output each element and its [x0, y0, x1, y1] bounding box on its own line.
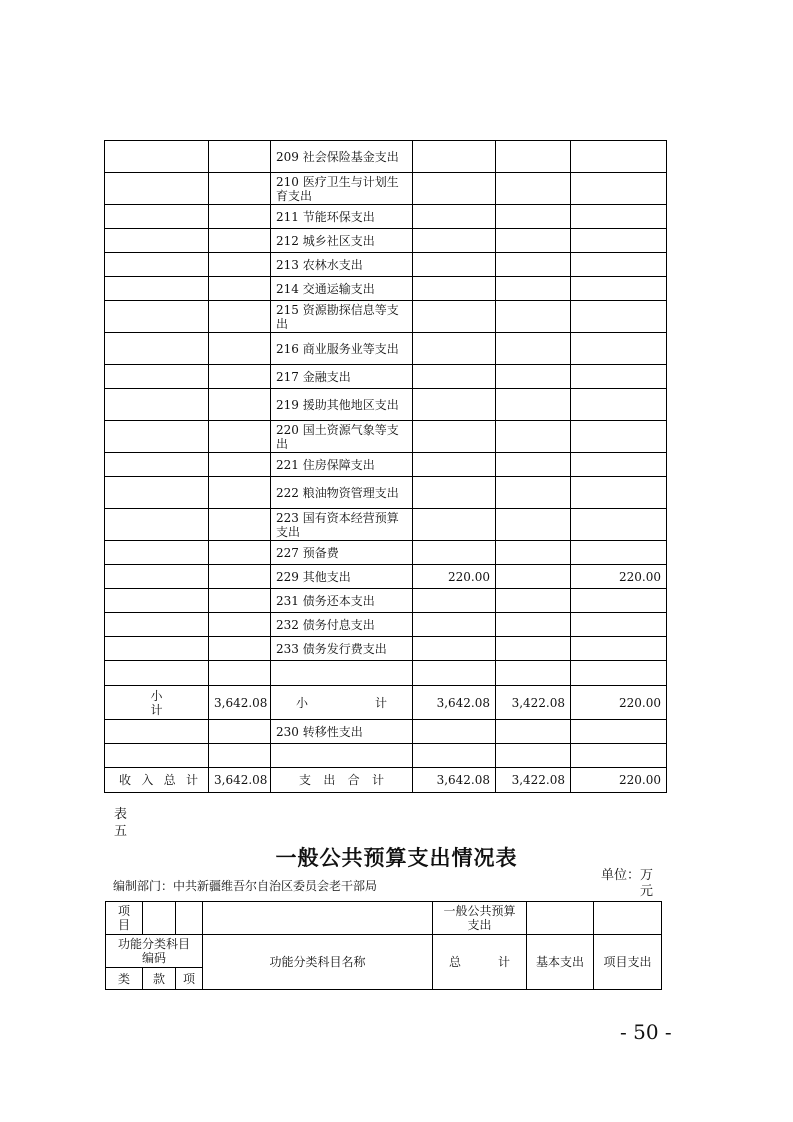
total-cell: [413, 333, 496, 365]
expenditure-item-name: 232 债务付息支出: [271, 613, 413, 637]
table-row: [105, 541, 667, 565]
total-cell: [413, 453, 496, 477]
total-cell: 220.00: [413, 565, 496, 589]
project-cell: [571, 253, 667, 277]
project-exp-header: 项目支出: [594, 935, 662, 990]
project-cell: [571, 589, 667, 613]
subtotal-label: 小 计: [105, 686, 209, 720]
page-number: - 50 -: [620, 1020, 672, 1044]
total-cell: [413, 301, 496, 333]
basic-cell: [496, 173, 571, 205]
basic-subtotal: 3,422.08: [496, 686, 571, 720]
page-title: 一般公共预算支出情况表: [275, 845, 518, 870]
expenditure-item-name: 209 社会保险基金支出: [271, 141, 413, 173]
expenditure-item-name: 217 金融支出: [271, 365, 413, 389]
project-cell: [571, 637, 667, 661]
project-cell: [571, 173, 667, 205]
project-cell: [571, 389, 667, 421]
xiang-header: 项: [176, 968, 203, 990]
total-cell: [413, 613, 496, 637]
basic-cell: [496, 421, 571, 453]
name-header: 功能分类科目名称: [203, 935, 433, 990]
expenditure-item-name: 210 医疗卫生与计划生育支出: [271, 173, 413, 205]
total-cell: [413, 229, 496, 253]
expenditure-subtotal-label: 小 计: [271, 686, 413, 720]
total-cell: [413, 277, 496, 301]
table-row: [105, 141, 667, 173]
project-cell: [571, 141, 667, 173]
table-row: [105, 229, 667, 253]
expenditure-item-name: 222 粮油物资管理支出: [271, 477, 413, 509]
project-cell: [571, 365, 667, 389]
basic-cell: [496, 565, 571, 589]
income-total: 3,642.08: [209, 768, 271, 793]
expenditure-item-name: 230 转移性支出: [271, 720, 413, 744]
total-subtotal: 3,642.08: [413, 686, 496, 720]
total-cell: [413, 141, 496, 173]
table-row: [105, 661, 667, 686]
expenditure-item-name: 215 资源勘探信息等支出: [271, 301, 413, 333]
table-row: [105, 173, 667, 205]
project-cell: [571, 205, 667, 229]
basic-cell: [496, 301, 571, 333]
basic-header: 基本支出: [527, 935, 594, 990]
expenditure-item-name: 223 国有资本经营预算支出: [271, 509, 413, 541]
table-row: [105, 565, 667, 589]
total-cell: [413, 253, 496, 277]
expenditure-item-name: 221 住房保障支出: [271, 453, 413, 477]
total-cell: [413, 509, 496, 541]
project-header: 项 目: [106, 902, 143, 935]
project-cell: [571, 453, 667, 477]
basic-cell: [496, 541, 571, 565]
expenditure-item-name: 231 债务还本支出: [271, 589, 413, 613]
expenditure-total-label: 支 出 合 计: [271, 768, 413, 793]
expenditure-item-name: 214 交通运输支出: [271, 277, 413, 301]
expenditure-item-name: 219 援助其他地区支出: [271, 389, 413, 421]
lei-header: 类: [106, 968, 143, 990]
total-cell: [413, 541, 496, 565]
project-cell: [571, 477, 667, 509]
basic-cell: [496, 589, 571, 613]
project-cell: 220.00: [571, 565, 667, 589]
table-row: [105, 637, 667, 661]
grand-total: 3,642.08: [413, 768, 496, 793]
basic-cell: [496, 453, 571, 477]
basic-cell: [496, 333, 571, 365]
project-cell: [571, 333, 667, 365]
general-budget-expenditure-table: [105, 901, 662, 990]
basic-cell: [496, 477, 571, 509]
expenditure-item-name: 211 节能环保支出: [271, 205, 413, 229]
table-row: [105, 744, 667, 768]
basic-cell: [496, 253, 571, 277]
project-cell: [571, 541, 667, 565]
department-label: 编制部门：中共新疆维吾尔自治区委员会老干部局: [113, 879, 378, 893]
total-cell: [413, 637, 496, 661]
basic-cell: [496, 365, 571, 389]
unit-label: 单位：万 元: [601, 868, 654, 899]
code-header: 功能分类科目编码: [106, 935, 203, 968]
table-row: [105, 453, 667, 477]
table-row: [105, 333, 667, 365]
project-subtotal: 220.00: [571, 686, 667, 720]
expenditure-item-name: 213 农林水支出: [271, 253, 413, 277]
total-cell: [413, 365, 496, 389]
total-cell: [413, 477, 496, 509]
expenditure-item-name: 229 其他支出: [271, 565, 413, 589]
table-row: [105, 720, 667, 744]
income-total-label: 收 入 总 计: [105, 768, 209, 793]
basic-cell: [496, 613, 571, 637]
project-cell: [571, 301, 667, 333]
basic-cell: [496, 205, 571, 229]
table-row: [105, 477, 667, 509]
kuan-header: 款: [143, 968, 176, 990]
income-expenditure-table: [104, 140, 667, 793]
table-row: [105, 509, 667, 541]
table-number: 表 五: [114, 807, 128, 839]
basic-cell: [496, 229, 571, 253]
subtotal-row: [105, 686, 667, 720]
basic-cell: [496, 389, 571, 421]
expenditure-item-name: 220 国土资源气象等支出: [271, 421, 413, 453]
grand-basic: 3,422.08: [496, 768, 571, 793]
total-cell: [413, 205, 496, 229]
table-row: [105, 365, 667, 389]
expenditure-item-name: 227 预备费: [271, 541, 413, 565]
basic-cell: [496, 277, 571, 301]
table-row: [105, 389, 667, 421]
total-cell: [413, 589, 496, 613]
total-cell: [413, 421, 496, 453]
expenditure-item-name: 233 债务发行费支出: [271, 637, 413, 661]
project-cell: [571, 229, 667, 253]
project-cell: [571, 277, 667, 301]
basic-cell: [496, 637, 571, 661]
expenditure-item-name: 216 商业服务业等支出: [271, 333, 413, 365]
total-header: 总 计: [433, 935, 527, 990]
basic-cell: [496, 141, 571, 173]
expenditure-item-name: 212 城乡社区支出: [271, 229, 413, 253]
project-cell: [571, 613, 667, 637]
project-cell: [571, 509, 667, 541]
project-cell: [571, 421, 667, 453]
budget-header: 一般公共预算支出: [433, 902, 527, 935]
table-row: [105, 589, 667, 613]
table-row: [105, 253, 667, 277]
basic-cell: [496, 509, 571, 541]
income-subtotal: 3,642.08: [209, 686, 271, 720]
total-cell: [413, 389, 496, 421]
total-cell: [413, 173, 496, 205]
grand-project: 220.00: [571, 768, 667, 793]
table-row: [105, 205, 667, 229]
table-row: [105, 613, 667, 637]
table-row: [105, 301, 667, 333]
table-row: [105, 277, 667, 301]
table-row: [105, 421, 667, 453]
grand-total-row: [105, 768, 667, 793]
